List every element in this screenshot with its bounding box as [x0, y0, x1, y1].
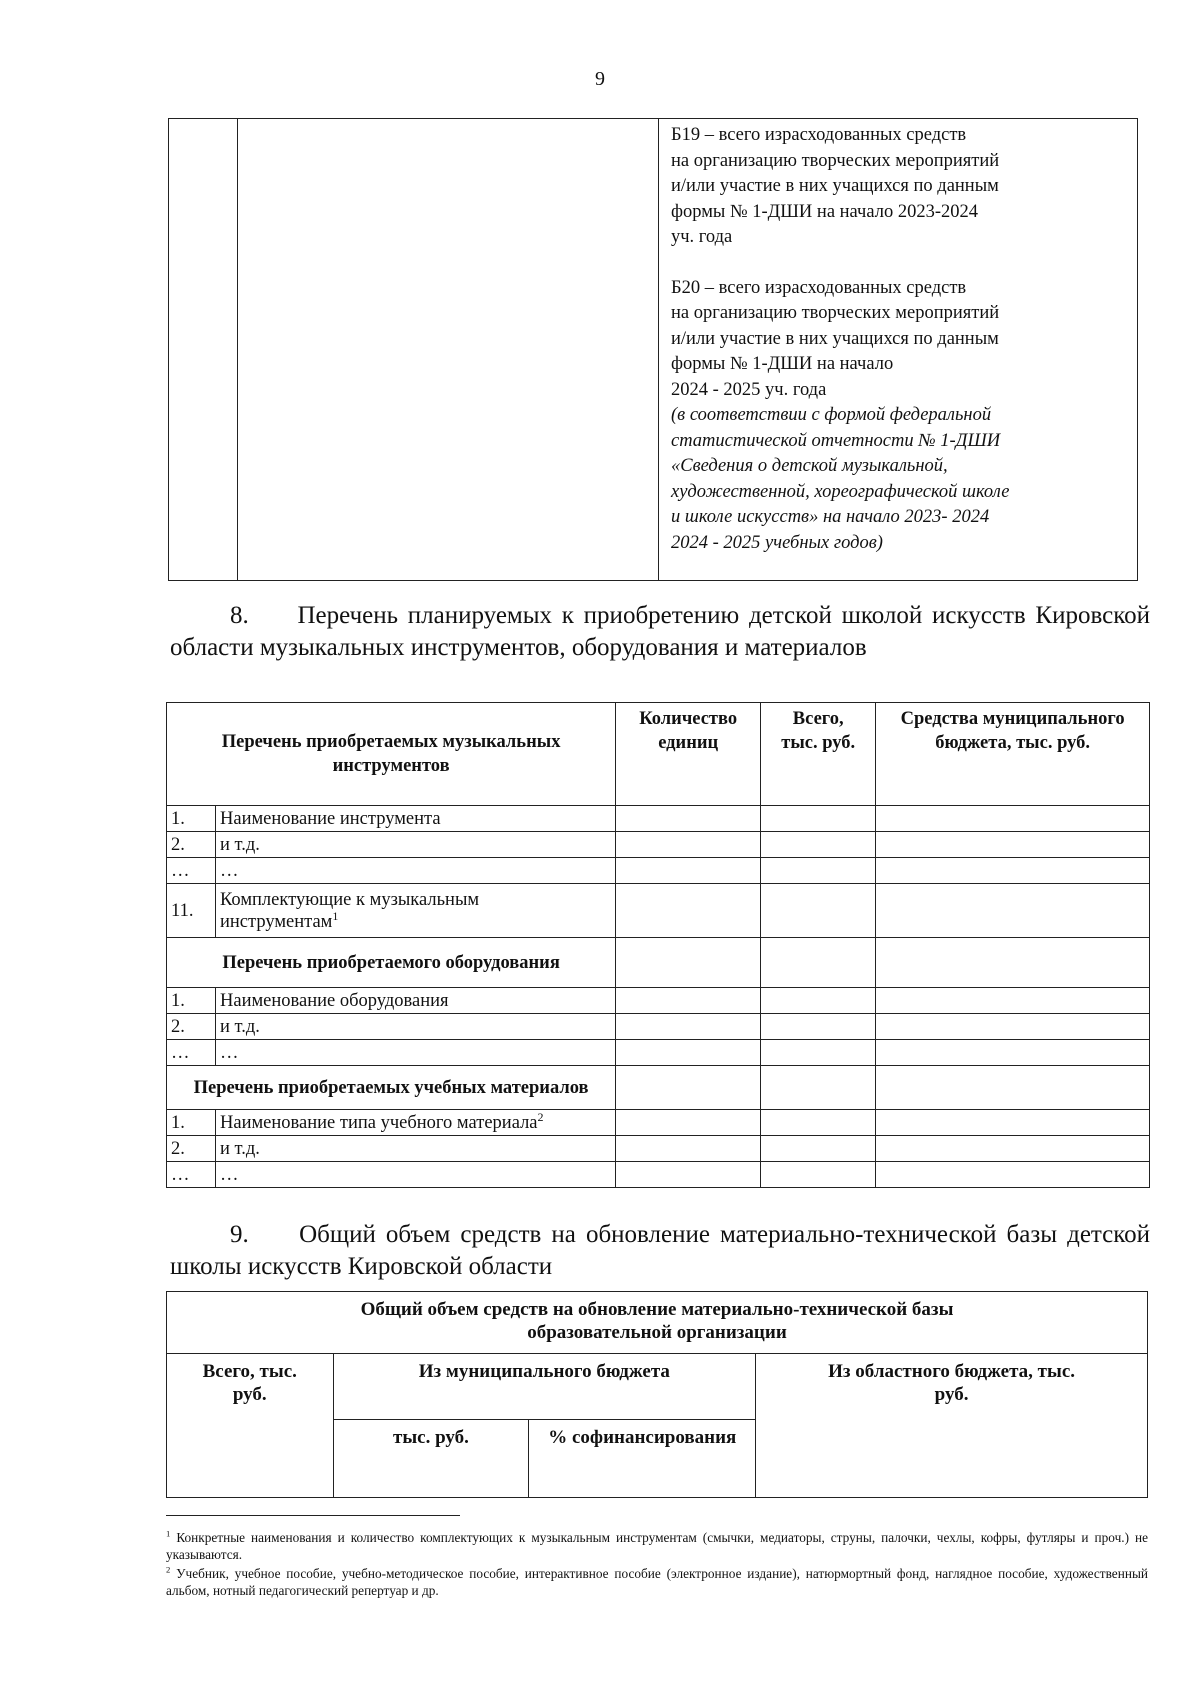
- header-total: Всего, тыс. руб.: [167, 1354, 334, 1498]
- table-row: 2. и т.д.: [167, 1014, 1150, 1040]
- table-row: … …: [167, 1040, 1150, 1066]
- materials-subheader: Перечень приобретаемых учебных материалов: [167, 1066, 616, 1110]
- table-row: 1. Наименование типа учебного материала$^2$: [167, 1110, 1150, 1136]
- header-cofinancing-percent: % софинансирования: [529, 1420, 756, 1498]
- empty-cell-name: [238, 119, 659, 581]
- table-row: 2. и т.д.: [167, 832, 1150, 858]
- footnote-2: $^2$ Учебник, учебное пособие, учебно-методическое пособие, интерактивное пособие (электронное издание), натюрмортный фонд, наглядное пособие, художественный альбом, нотный педагогический репертуар и др.: [166, 1564, 1148, 1598]
- formula-description-cell: [659, 119, 1138, 581]
- b20-note: (в соответствии с формой федеральной статистической отчетности № 1-ДШИ «Сведения о детской музыкальной, художественной, хореографической школе и школе искусств» на начало 2023- 2024 2024 - 2025 учебных годов): [671, 405, 1010, 553]
- table-row: 2. и т.д.: [167, 1136, 1150, 1162]
- table-row: [167, 1066, 1150, 1110]
- header-municipal-budget: Из муниципального бюджета: [333, 1354, 756, 1420]
- header-municipal: Средства муниципального бюджета, тыс. руб.: [876, 703, 1150, 806]
- table-row: 11. Комплектующие к музыкальным инструментам$^1$: [167, 884, 1150, 938]
- total-funds-table: [166, 1291, 1148, 1498]
- b20-description: Б20 – всего израсходованных средств на организацию творческих мероприятий и/или участие в них учащихся по данным формы № 1-ДШИ на начало 2024 - 2025 уч. года: [671, 277, 1000, 400]
- footnote-separator: [166, 1515, 460, 1516]
- purchase-list-table: [166, 702, 1150, 1188]
- page-number: 9: [595, 68, 605, 90]
- section-9-heading: [170, 1219, 1150, 1283]
- header-total: Всего, тыс. руб.: [761, 703, 876, 806]
- section-9-title: Общий объем средств на обновление материально-технической базы детской школы искусств Кировской области: [170, 1221, 1151, 1280]
- continuation-table: [168, 118, 1138, 581]
- table-row: 1. Наименование инструмента: [167, 806, 1150, 832]
- header-regional-budget: Из областного бюджета, тыс. руб.: [756, 1354, 1148, 1498]
- header-qty: Количество единиц: [616, 703, 761, 806]
- table-row: 1. Наименование оборудования: [167, 988, 1150, 1014]
- section-9-number: 9.: [230, 1221, 249, 1248]
- total-funds-title: Общий объем средств на обновление материально-технической базы образовательной организации: [167, 1292, 1148, 1354]
- section-8-number: 8.: [230, 602, 249, 629]
- empty-cell-number: [169, 119, 238, 581]
- table-row: [167, 938, 1150, 988]
- header-list: Перечень приобретаемых музыкальных инструментов: [167, 703, 616, 806]
- table-row: … …: [167, 858, 1150, 884]
- equipment-subheader: Перечень приобретаемого оборудования: [167, 938, 616, 988]
- header-thousand-rub: тыс. руб.: [333, 1420, 529, 1498]
- section-8-title: Перечень планируемых к приобретению детской школой искусств Кировской области музыкальных инструментов, оборудования и материалов: [170, 602, 1150, 661]
- footnote-1: $^1$ Конкретные наименования и количество комплектующих к музыкальным инструментам (смычки, медиаторы, струны, палочки, чехлы, кофры, футляры и проч.) не указываются.: [166, 1528, 1149, 1562]
- table-row: … …: [167, 1162, 1150, 1188]
- b19-description: Б19 – всего израсходованных средств на организацию творческих мероприятий и/или участие в них учащихся по данным формы № 1-ДШИ на начало 2023-2024 уч. года: [671, 125, 1000, 247]
- section-8-heading: [170, 600, 1150, 664]
